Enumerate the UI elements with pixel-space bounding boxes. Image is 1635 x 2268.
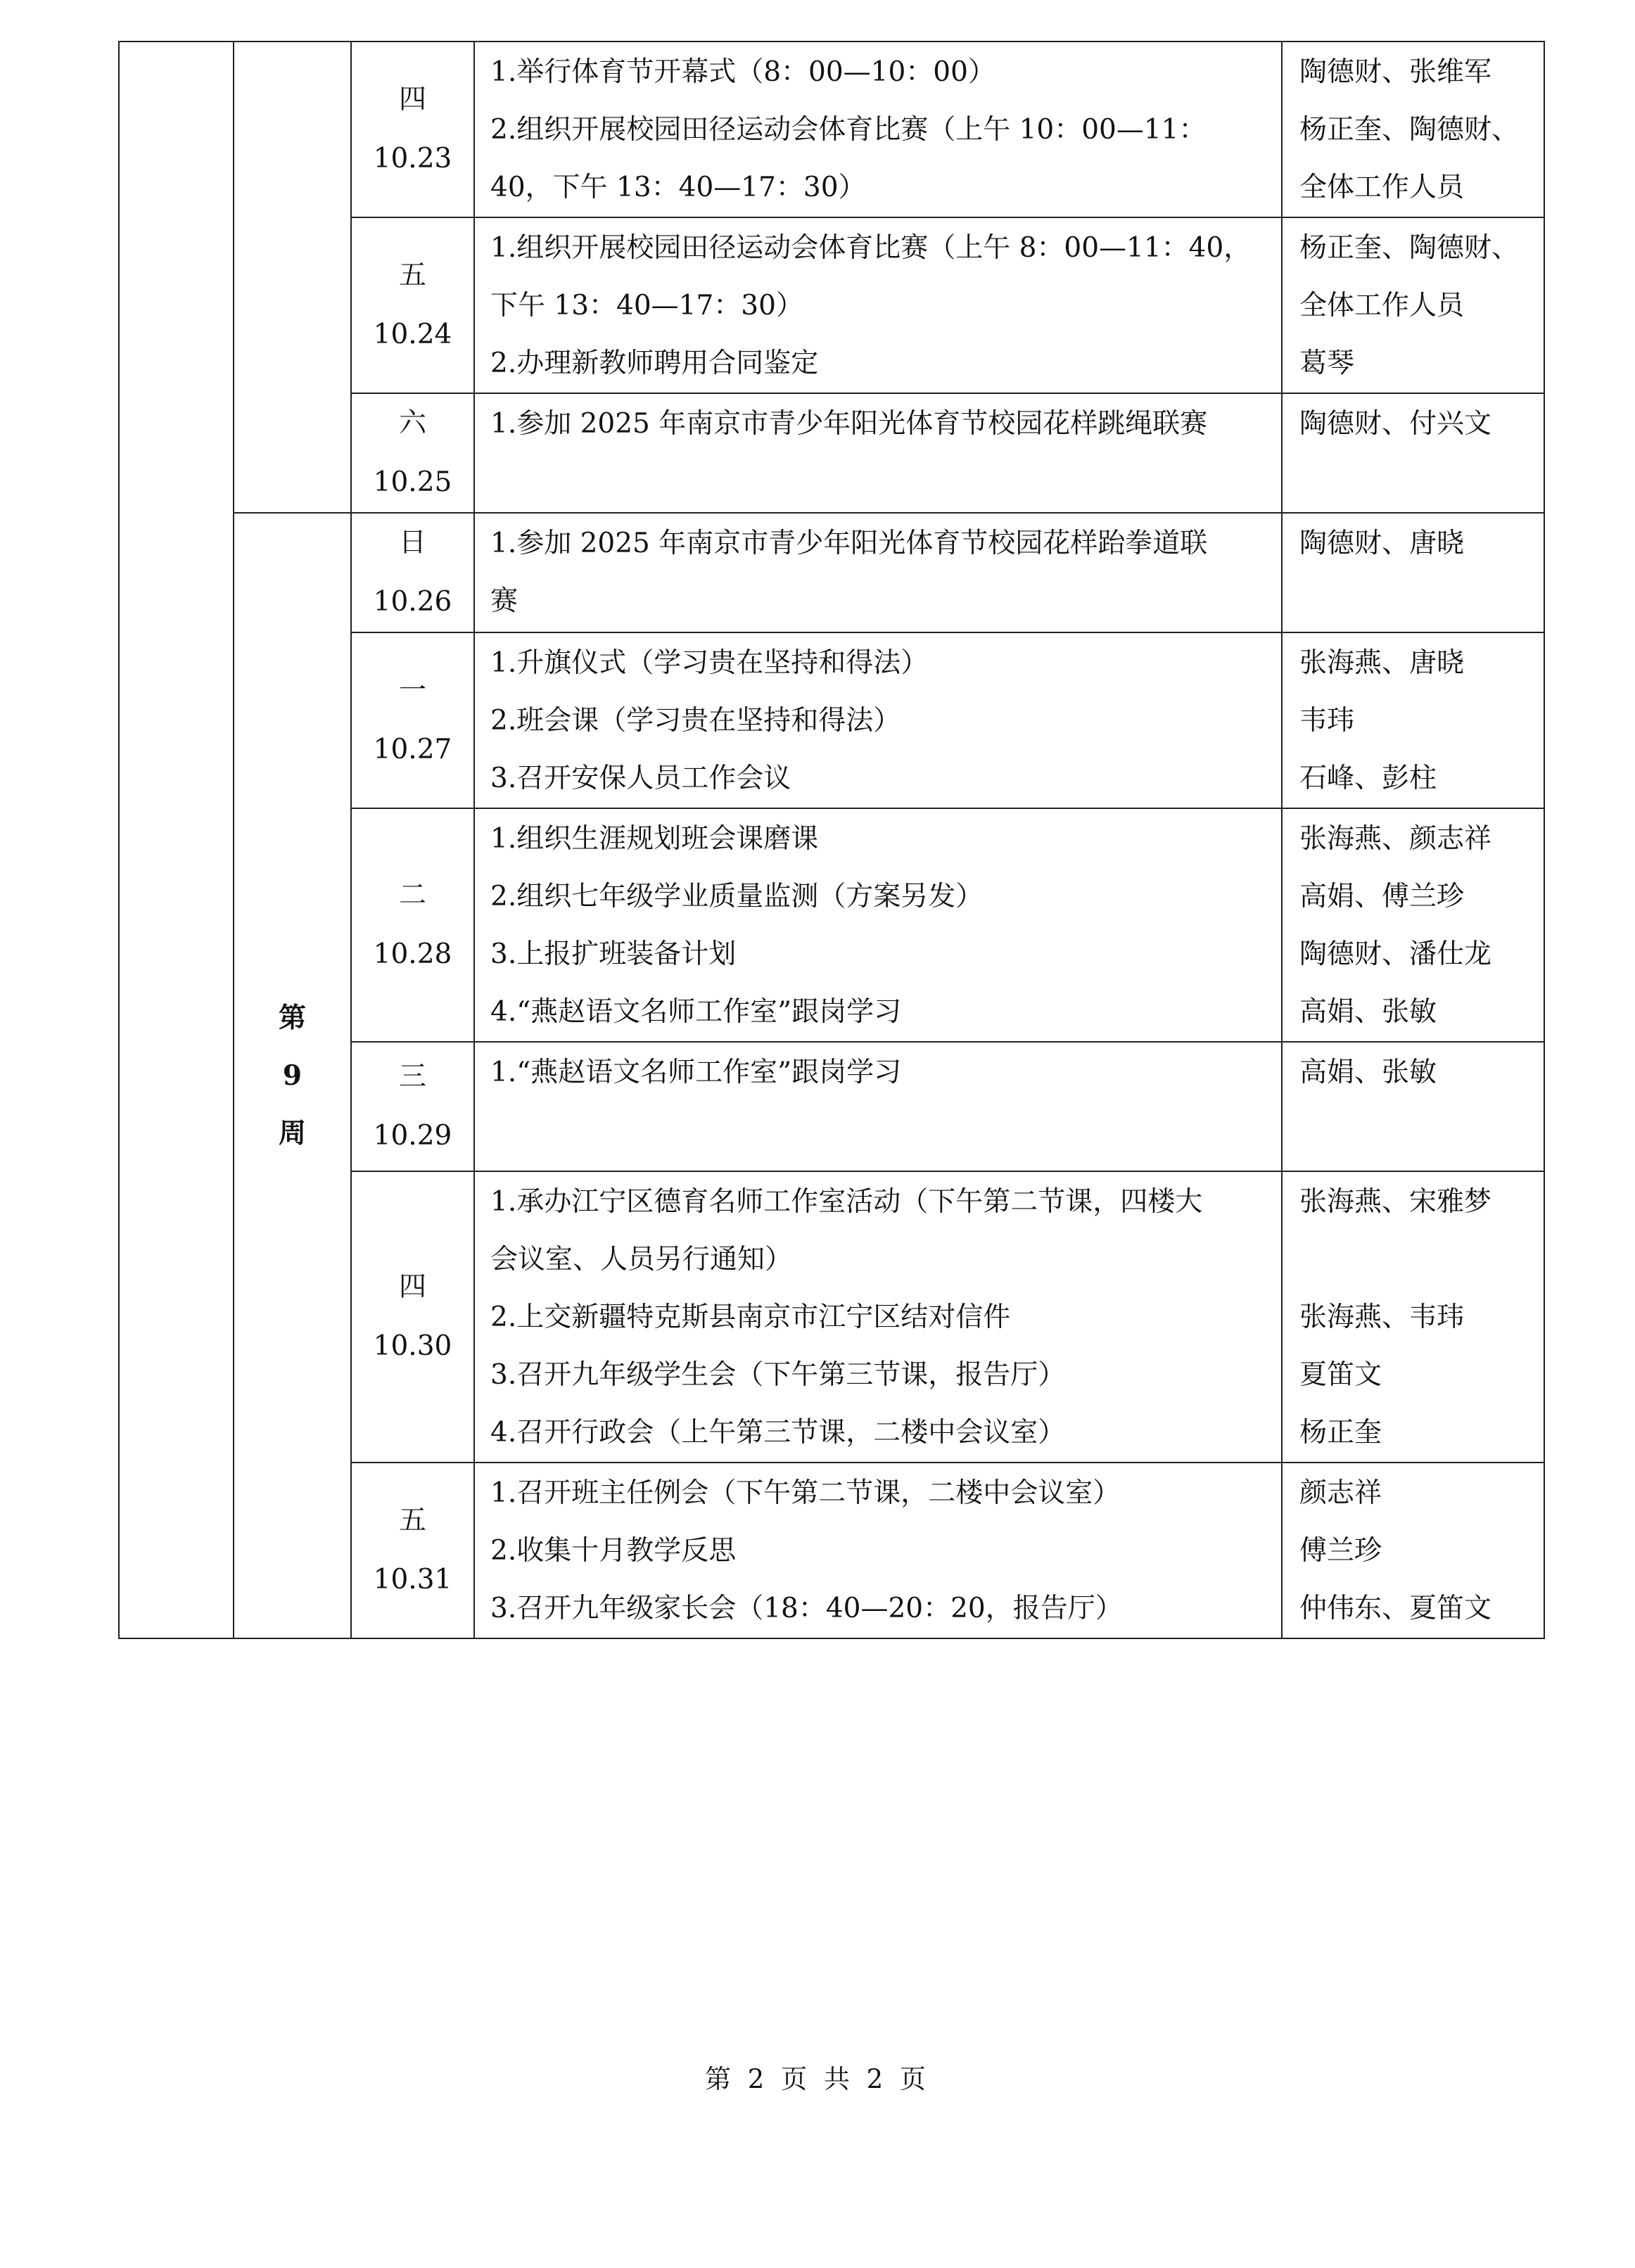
date: 10.26 [373, 586, 452, 618]
day-cell [351, 1463, 474, 1638]
tasks-cell [474, 1171, 1282, 1463]
day-cell [351, 632, 474, 808]
people-cell [1282, 1042, 1544, 1171]
task-item: 1.组织开展校园田径运动会体育比赛（上午 8：00—11：40， [490, 232, 1252, 264]
people-cell [1282, 217, 1544, 393]
people-cell [1282, 42, 1544, 217]
person-line: 张海燕、唐晓 [1299, 647, 1465, 679]
weekday: 日 [398, 527, 426, 559]
people-cell [1282, 1171, 1544, 1463]
week-8-column [234, 42, 351, 513]
schedule-table [118, 41, 1545, 1639]
task-item: 1.升旗仪式（学习贵在坚持和得法） [490, 647, 929, 679]
date: 10.23 [373, 143, 452, 174]
task-item: 3.召开安保人员工作会议 [490, 763, 791, 794]
tasks-cell [474, 217, 1282, 393]
people-cell [1282, 632, 1544, 808]
table-row [119, 42, 1544, 217]
tasks-cell [474, 393, 1282, 513]
task-item: 1.承办江宁区德育名师工作室活动（下午第二节课，四楼大 [490, 1186, 1203, 1218]
month-column [119, 42, 234, 1638]
day-cell [351, 393, 474, 513]
day-cell [351, 217, 474, 393]
date: 10.25 [373, 466, 452, 498]
person-line: 杨正奎 [1299, 1417, 1382, 1448]
task-item: 3.召开九年级学生会（下午第三节课，报告厅） [490, 1359, 1066, 1391]
task-item: 会议室、人员另行通知） [490, 1244, 793, 1275]
people-cell [1282, 393, 1544, 513]
tasks-cell [474, 513, 1282, 632]
tasks-cell [474, 1042, 1282, 1171]
person-line: 陶德财、唐晓 [1299, 528, 1465, 559]
task-item: 赛 [490, 585, 519, 617]
date: 10.24 [373, 319, 452, 350]
task-item: 2.班会课（学习贵在坚持和得法） [490, 705, 901, 737]
person-line: 傅兰珍 [1299, 1535, 1382, 1567]
task-item: 3.上报扩班装备计划 [490, 938, 737, 970]
date: 10.29 [373, 1120, 452, 1152]
date: 10.30 [373, 1330, 452, 1362]
day-cell [351, 1171, 474, 1463]
person-line: 颜志祥 [1299, 1477, 1382, 1509]
person-line: 杨正奎、陶德财、 [1299, 232, 1520, 264]
person-line: 高娟、张敏 [1299, 996, 1437, 1028]
task-item: 4.“燕赵语文名师工作室”跟岗学习 [490, 996, 902, 1028]
person-line: 张海燕、韦玮 [1299, 1301, 1465, 1333]
day-cell [351, 513, 474, 632]
weekday: 六 [398, 407, 426, 439]
task-item: 3.召开九年级家长会（18：40—20：20，报告厅） [490, 1593, 1123, 1624]
task-item: 下午 13：40—17：30） [490, 290, 803, 321]
tasks-cell [474, 42, 1282, 217]
week-9-label: 第 9 周 [234, 513, 351, 1638]
tasks-cell [474, 1463, 1282, 1638]
weekday: 二 [398, 879, 426, 911]
task-item: 1.“燕赵语文名师工作室”跟岗学习 [490, 1057, 902, 1088]
person-line: 高娟、傅兰珍 [1299, 881, 1465, 912]
person-line: 陶德财、潘仕龙 [1299, 938, 1492, 970]
day-cell [351, 1042, 474, 1171]
weekday: 五 [398, 260, 426, 291]
person-line: 张海燕、颜志祥 [1299, 823, 1492, 855]
person-line: 夏笛文 [1299, 1359, 1382, 1391]
weekday: 四 [398, 84, 426, 115]
tasks-cell [474, 808, 1282, 1042]
weekday: 四 [398, 1271, 426, 1303]
person-line: 张海燕、宋雅梦 [1299, 1186, 1492, 1218]
person-line: 高娟、张敏 [1299, 1057, 1437, 1088]
tasks-cell [474, 632, 1282, 808]
person-line: 全体工作人员 [1299, 172, 1465, 203]
person-line: 陶德财、张维军 [1299, 56, 1492, 88]
task-item: 1.组织生涯规划班会课磨课 [490, 823, 819, 855]
person-line: 杨正奎、陶德财、 [1299, 114, 1520, 146]
people-cell [1282, 513, 1544, 632]
person-line: 全体工作人员 [1299, 290, 1465, 321]
day-cell [351, 42, 474, 217]
person-line [1299, 1231, 1544, 1289]
person-line: 葛琴 [1299, 348, 1355, 379]
table-row [119, 513, 1544, 632]
person-line: 陶德财、付兴文 [1299, 408, 1492, 440]
person-line: 石峰、彭柱 [1299, 763, 1437, 794]
date: 10.31 [373, 1564, 452, 1595]
person-line: 仲伟东、夏笛文 [1299, 1593, 1492, 1624]
page-footer: 第 2 页 共 2 页 [705, 2064, 930, 2094]
person-line: 韦玮 [1299, 705, 1355, 737]
date: 10.27 [373, 734, 452, 765]
day-cell [351, 808, 474, 1042]
weekday: 五 [398, 1505, 426, 1536]
task-item: 40，下午 13：40—17：30） [490, 172, 866, 203]
date: 10.28 [373, 938, 452, 970]
task-item: 1.举行体育节开幕式（8：00—10：00） [490, 56, 995, 88]
task-item: 2.办理新教师聘用合同鉴定 [490, 348, 819, 379]
task-item: 2.收集十月教学反思 [490, 1535, 737, 1567]
task-item: 1.召开班主任例会（下午第二节课，二楼中会议室） [490, 1477, 1121, 1509]
people-cell [1282, 1463, 1544, 1638]
weekday: 三 [398, 1061, 426, 1092]
weekday: 一 [398, 675, 426, 706]
task-item: 2.上交新疆特克斯县南京市江宁区结对信件 [490, 1301, 1011, 1333]
people-cell [1282, 808, 1544, 1042]
task-item: 2.组织七年级学业质量监测（方案另发） [490, 881, 984, 912]
task-item: 1.参加 2025 年南京市青少年阳光体育节校园花样跆拳道联 [490, 528, 1208, 559]
task-item: 2.组织开展校园田径运动会体育比赛（上午 10：00—11： [490, 114, 1207, 146]
task-item: 4.召开行政会（上午第三节课，二楼中会议室） [490, 1417, 1066, 1448]
task-item: 1.参加 2025 年南京市青少年阳光体育节校园花样跳绳联赛 [490, 408, 1208, 440]
